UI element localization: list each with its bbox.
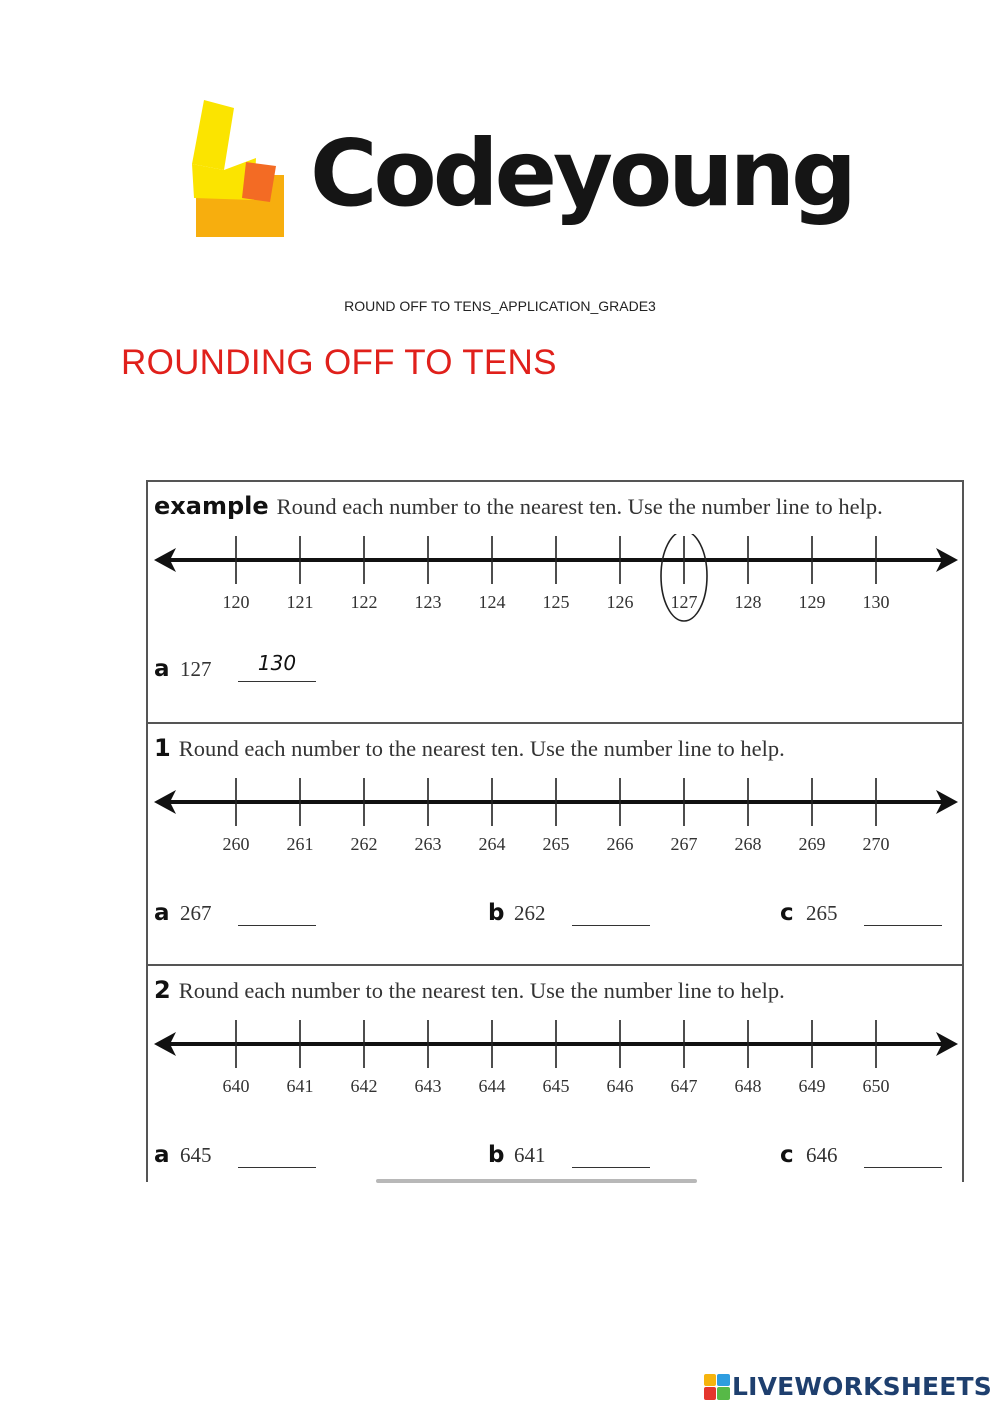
question-number: 127: [180, 657, 212, 681]
horizontal-scrollbar[interactable]: [376, 1179, 697, 1183]
document-code: ROUND OFF TO TENS_APPLICATION_GRADE3: [344, 298, 656, 314]
tick-label: 645: [542, 1076, 570, 1096]
liveworksheets-wordmark: LIVEWORKSHEETS: [731, 1372, 992, 1401]
tick-label: 126: [606, 592, 634, 612]
logo-wordmark: Codeyoung: [310, 120, 853, 227]
tick-label: 262: [350, 834, 378, 854]
tick-label: 265: [542, 834, 570, 854]
question-1c: [780, 900, 942, 926]
liveworksheets-brand: [704, 1372, 992, 1401]
question-2a: [154, 1142, 316, 1168]
example-section: [148, 482, 962, 724]
question-2c: [780, 1142, 942, 1168]
instruction-text: Round each number to the nearest ten. Use the number line to help.: [178, 978, 785, 1003]
codeyoung-logo-icon: [184, 100, 294, 245]
tick-label: 121: [286, 592, 314, 612]
question-2b: [488, 1142, 650, 1168]
question-1b: [488, 900, 650, 926]
answer-field[interactable]: [864, 903, 942, 926]
tick-label: 125: [542, 592, 570, 612]
question-letter: a: [154, 1142, 170, 1168]
tick-label: 640: [222, 1076, 250, 1096]
tick-label: 643: [414, 1076, 442, 1096]
tick-label: 260: [222, 834, 250, 854]
question-1-section: [148, 724, 962, 966]
instruction-text: Round each number to the nearest ten. Use the number line to help.: [178, 736, 785, 761]
question-2-label: 2: [154, 976, 171, 1004]
question-number: 262: [514, 901, 546, 925]
question-number: 265: [806, 901, 838, 925]
tick-label: 648: [734, 1076, 762, 1096]
question-number: 646: [806, 1143, 838, 1167]
liveworksheets-logo-icon: [704, 1374, 730, 1400]
tick-label: 646: [606, 1076, 634, 1096]
page-title: ROUNDING OFF TO TENS: [121, 343, 557, 382]
question-number: 645: [180, 1143, 212, 1167]
tick-label: 124: [478, 592, 506, 612]
question-letter: a: [154, 656, 170, 682]
tick-label: 128: [734, 592, 762, 612]
question-number: 641: [514, 1143, 546, 1167]
answer-field[interactable]: [572, 1145, 650, 1168]
tick-label: 268: [734, 834, 762, 854]
question-letter: b: [488, 900, 505, 926]
worksheet-box: [146, 480, 964, 1182]
tick-label: 642: [350, 1076, 378, 1096]
question-1-instruction: [154, 734, 785, 762]
question-1-label: 1: [154, 734, 171, 762]
answer-value: 130: [257, 651, 297, 675]
tick-label: 270: [862, 834, 890, 854]
tick-label: 649: [798, 1076, 826, 1096]
tick-label: 123: [414, 592, 442, 612]
tick-label: 263: [414, 834, 442, 854]
question-letter: a: [154, 900, 170, 926]
tick-label: 641: [286, 1076, 314, 1096]
number-line: [152, 776, 960, 876]
question-1a: [154, 900, 316, 926]
answer-field[interactable]: [238, 1145, 316, 1168]
tick-label: 261: [286, 834, 314, 854]
tick-label: 267: [670, 834, 698, 854]
tick-label: 122: [350, 592, 378, 612]
question-letter: c: [780, 900, 794, 926]
example-label: example: [154, 492, 269, 520]
answer-field[interactable]: [238, 903, 316, 926]
question-2-instruction: [154, 976, 785, 1004]
tick-label: 129: [798, 592, 826, 612]
instruction-text: Round each number to the nearest ten. Use the number line to help.: [276, 494, 883, 519]
tick-label: 647: [670, 1076, 698, 1096]
answer-field[interactable]: [864, 1145, 942, 1168]
number-line: [152, 1018, 960, 1118]
tick-label: 120: [222, 592, 250, 612]
number-line: [152, 534, 960, 634]
question-letter: c: [780, 1142, 794, 1168]
answer-field[interactable]: [238, 651, 316, 682]
question-number: 267: [180, 901, 212, 925]
answer-field[interactable]: [572, 903, 650, 926]
tick-label: 650: [862, 1076, 890, 1096]
tick-label: 266: [606, 834, 634, 854]
tick-label: 130: [862, 592, 890, 612]
tick-label: 127: [670, 592, 698, 612]
question-2-section: [148, 966, 962, 1184]
example-instruction: [154, 492, 883, 520]
tick-label: 644: [478, 1076, 506, 1096]
tick-label: 269: [798, 834, 826, 854]
question-a: [154, 651, 316, 682]
tick-label: 264: [478, 834, 506, 854]
question-letter: b: [488, 1142, 505, 1168]
